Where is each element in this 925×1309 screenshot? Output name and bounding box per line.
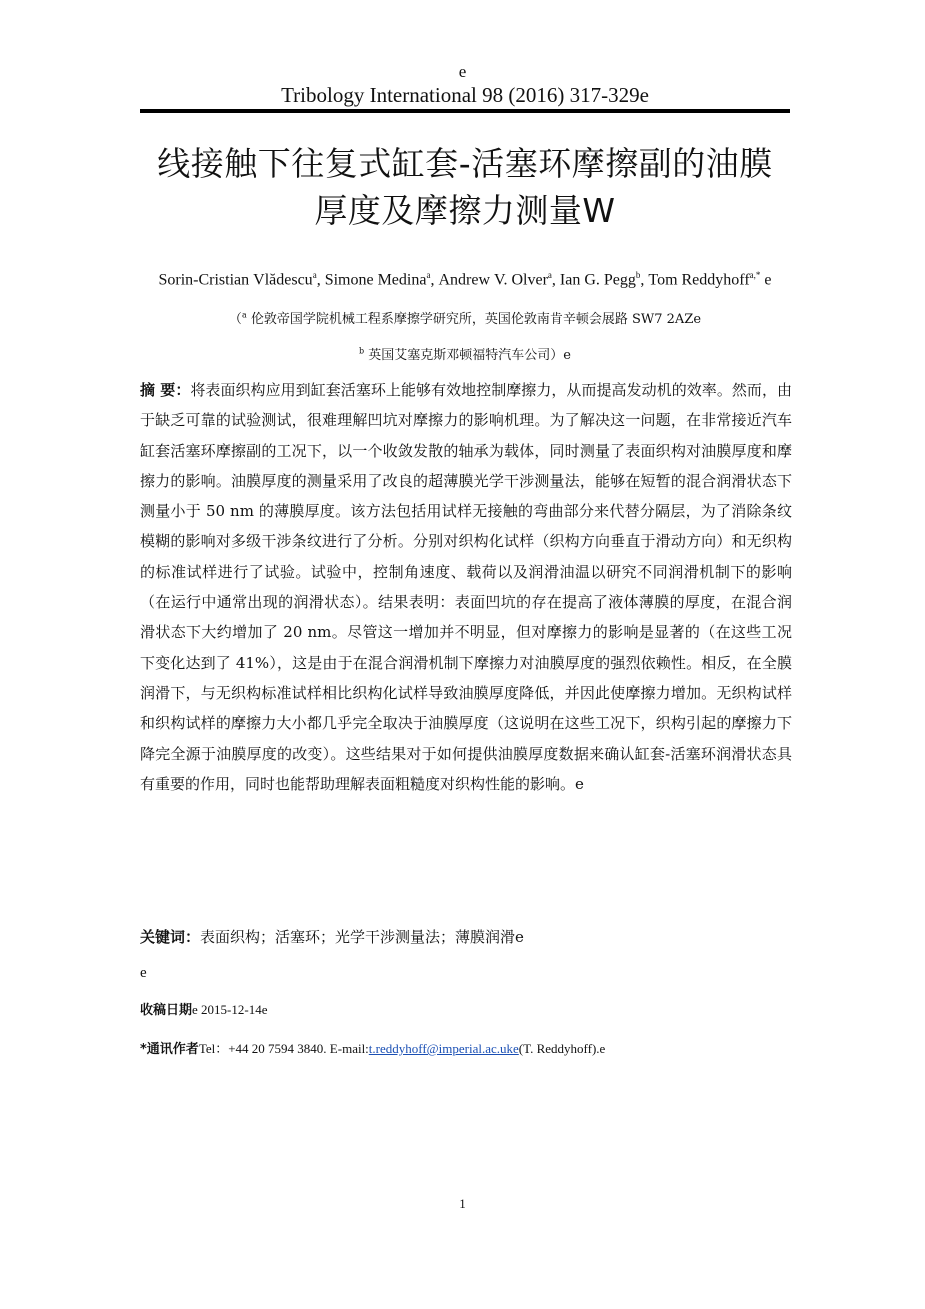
received-label: 收稿日期: [140, 1003, 193, 1018]
abstract: [140, 375, 792, 799]
abstract-label: 摘 要：: [140, 381, 191, 399]
affiliation-b-text: 英国艾塞克斯邓顿福特汽车公司）e: [368, 348, 571, 363]
author-3-affil: a: [547, 270, 552, 280]
keywords-label: 关键词：: [140, 928, 201, 946]
correspondence-tail: (T. Reddyhoff).e: [518, 1041, 606, 1056]
author-2-affil: a: [426, 270, 431, 280]
author-1-affil: a: [312, 270, 317, 280]
author-3: Andrew V. Olver: [438, 271, 548, 289]
header-rule: [140, 109, 790, 113]
author-1: Sorin-Cristian Vlădescu: [158, 271, 313, 289]
received-date: [140, 999, 267, 1018]
correspondence-contact: Tel：+44 20 7594 3840. E-mail:: [198, 1041, 369, 1056]
affiliation-b: [140, 344, 790, 363]
correspondence-email-link[interactable]: t.reddyhoff@imperial.ac.uke: [368, 1041, 519, 1056]
affiliation-a: [140, 308, 790, 327]
author-4-affil: b: [635, 270, 641, 280]
title-line-1: 线接触下往复式缸套-活塞环摩擦副的油膜: [157, 144, 773, 183]
keywords-text: 表面织构；活塞环；光学干涉测量法；薄膜润滑e: [200, 928, 524, 946]
affiliation-open-paren: （: [228, 312, 242, 327]
abstract-text: 将表面织构应用到缸套活塞环上能够有效地控制摩擦力，从而提高发动机的效率。然而，由于缺乏可靠的试验测试，很难理解凹坑对摩擦力的影响机理。为了解决这一问题，在非常接近汽车缸套活塞环摩擦副的工况下，以一个收敛发散的轴承为载体，同时测量了表面织构对油膜厚度和摩擦力的影响。油膜厚度的测量采用了改良的超薄膜光学干涉测量法，能够在短暂的混合润滑状态下测量小于 50 nm 的薄膜厚度。该方法包括用试样无接触的弯曲部分来代替分隔层，为了消除条纹模糊的影响对多级干涉条纹进行了分析。分别对织构化试样（织构方向垂直于滑动方向）和无织构的标准试样进行了试验。试验中，控制角速度、载荷以及润滑油温以研究不同润滑机制下的影响（在运行中通常出现的润滑状态）。结果表明：表面凹坑的存在提高了液体薄膜的厚度，在混合润滑状态下大约增加了 20 nm。尽管这一增加并不明显，但对摩擦力的影响是显著的（在这些工况下变化达到了 41%），这是由于在混合润滑机制下摩擦力对油膜厚度的强烈依赖性。相反，在全膜润滑下，与无织构标准试样相比织构化试样导致油膜厚度降低，并因此使摩擦力增加。无织构试样和织构试样的摩擦力大小都几乎完全取决于油膜厚度（这说明在这些工况下，织构引起的摩擦力下降完全源于油膜厚度的改变）。这些结果对于如何提供油膜厚度数据来确认缸套-活塞环润滑状态具有重要的作用，同时也能帮助理解表面粗糙度对织构性能的影响。e: [140, 381, 792, 793]
author-list: Sorin-Cristian Vlădescu$^a$, Simone Medina$^a$, Andrew V. Olver$^a$, Ian G. Pegg$^b$, Tom Reddyhoff$^{a,*}$ e: [158, 270, 772, 289]
author-trail: e: [764, 271, 772, 289]
author-5-affil: a,*: [749, 270, 761, 280]
title-line-2: 厚度及摩擦力测量W: [314, 191, 616, 230]
affiliation-a-mark: a: [241, 310, 247, 320]
journal-citation: Tribology International 98 (2016) 317-329e: [281, 83, 649, 107]
author-4: Ian G. Pegg: [559, 271, 636, 289]
correspondence: [140, 1038, 605, 1057]
paper-title: [140, 140, 790, 234]
header-mark: e: [458, 62, 467, 81]
blank-paragraph-mark: e: [140, 965, 147, 981]
author-5: Tom Reddyhoff: [648, 271, 750, 289]
affiliation-b-mark: b: [359, 346, 365, 356]
page-number: 1: [459, 1196, 466, 1211]
author-2: Simone Medina: [324, 271, 427, 289]
correspondence-label: *通讯作者: [140, 1042, 199, 1057]
received-value: e 2015-12-14e: [192, 1002, 268, 1017]
keywords: [140, 926, 792, 947]
affiliation-a-text: 伦敦帝国学院机械工程系摩擦学研究所，英国伦敦南肯辛顿会展路 SW7 2AZe: [250, 312, 702, 327]
